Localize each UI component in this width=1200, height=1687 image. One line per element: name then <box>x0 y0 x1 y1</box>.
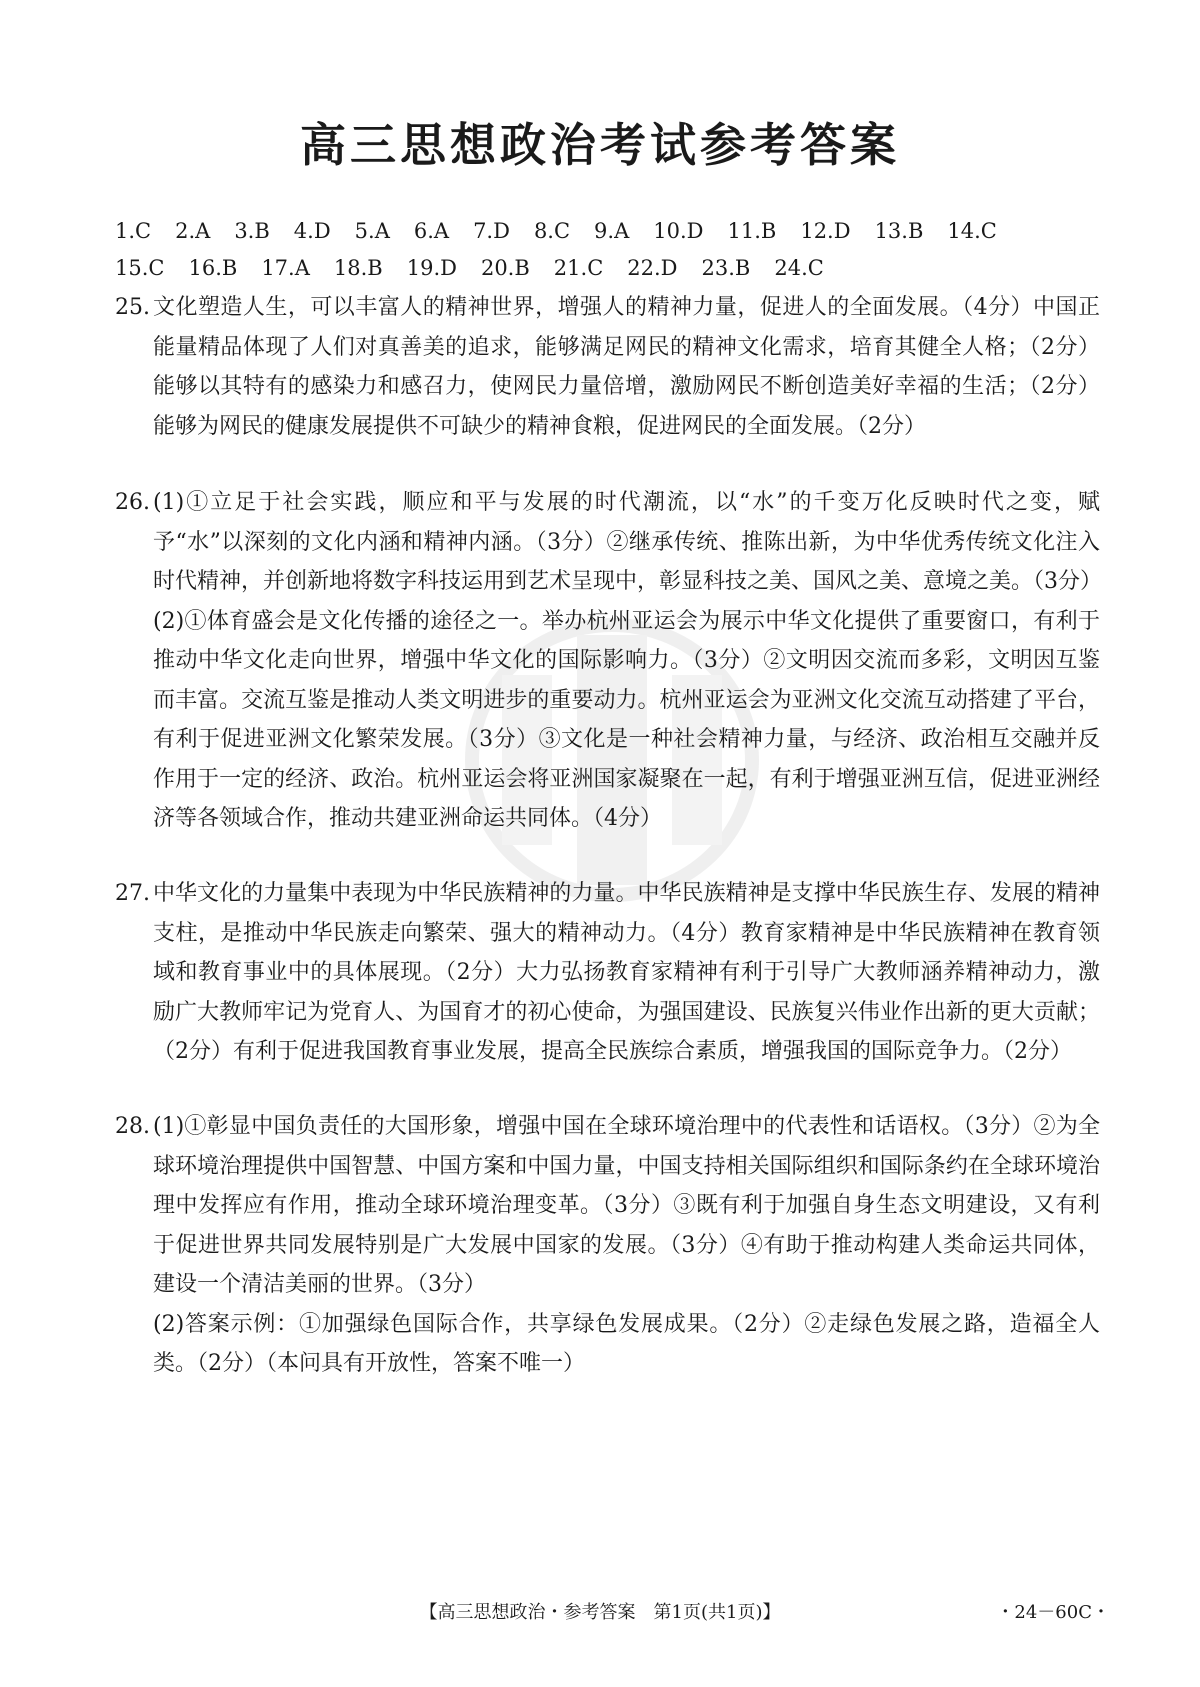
mc-answer: 16.B <box>188 256 238 280</box>
mc-answer: 9.A <box>594 219 630 243</box>
mc-answer: 24.C <box>774 256 824 280</box>
answer-part-1: (1)①立足于社会实践，顺应和平与发展的时代潮流，以“水”的千变万化反映时代之变，赋予“水”以深刻的文化内涵和精神内涵。（3分）②继承传统、推陈出新，为中华优秀传统文化注入时代精神，并创新地将数字科技运用到艺术呈现中，彰显科技之美、国风之美、意境之美。（3分） <box>153 490 1103 594</box>
mc-answer: 3.B <box>234 219 270 243</box>
question-26 <box>115 483 1103 839</box>
mc-answer: 7.D <box>473 219 510 243</box>
mc-answer: 1.C <box>115 219 152 243</box>
answer-text: 中华文化的力量集中表现为中华民族精神的力量。中华民族精神是支撑中华民族生存、发展的精神支柱，是推动中华民族走向繁荣、强大的精神动力。（4分）教育家精神是中华民族精神在教育领域和教育事业中的具体展现。（2分）大力弘扬教育家精神有利于引导广大教师涵养精神动力，激励广大教师牢记为党育人、为国育才的初心使命，为强国建设、民族复兴伟业作出新的更大贡献；（2分）有利于促进我国教育事业发展，提高全民族综合素质，增强我国的国际竞争力。（2分） <box>153 881 1100 1064</box>
mc-answer: 13.B <box>874 219 924 243</box>
answer-text: 文化塑造人生，可以丰富人的精神世界，增强人的精神力量，促进人的全面发展。（4分）中国正能量精品体现了人们对真善美的追求，能够满足网民的精神文化需求，培育其健全人格；（2分）能够以其特有的感染力和感召力，使网民力量倍增，激励网民不断创造美好幸福的生活；（2分）能够为网民的健康发展提供不可缺少的精神食粮，促进网民的全面发展。（2分） <box>153 295 1100 439</box>
footer-page-info: 【高三思想政治・参考答案 第1页(共1页)】 <box>419 1602 781 1623</box>
multiple-choice-answers-row-2 <box>115 258 848 279</box>
mc-answer: 19.D <box>406 256 457 280</box>
mc-answer: 14.C <box>947 219 997 243</box>
question-27 <box>115 874 1100 1072</box>
answer-part-1: (1)①彰显中国负责任的大国形象，增强中国在全球环境治理中的代表性和话语权。（3分）②为全球环境治理提供中国智慧、中国方案和中国力量，中国支持相关国际组织和国际条约在全球环境治理中发挥应有作用，推动全球环境治理变革。（3分）③既有利于加强自身生态文明建设，又有利于促进世界共同发展特别是广大发展中国家的发展。（3分）④有助于推动构建人类命运共同体，建设一个清洁美丽的世界。（3分） <box>153 1114 1100 1297</box>
mc-answer: 18.B <box>333 256 383 280</box>
mc-answer: 12.D <box>800 219 851 243</box>
question-number: 25. <box>115 295 150 320</box>
page-title: 高三思想政治考试参考答案 <box>300 118 900 172</box>
question-25 <box>115 288 1100 446</box>
mc-answer: 2.A <box>175 219 211 243</box>
question-number: 28. <box>115 1114 150 1139</box>
mc-answer: 21.C <box>553 256 604 280</box>
mc-answer: 4.D <box>293 219 331 243</box>
footer-code: ・24－60C・ <box>996 1602 1110 1623</box>
mc-answer: 23.B <box>701 256 751 280</box>
mc-answer: 5.A <box>354 219 390 243</box>
mc-answer: 22.D <box>627 256 678 280</box>
mc-answer: 8.C <box>533 219 571 243</box>
mc-answer: 17.A <box>261 256 310 280</box>
mc-answer: 6.A <box>413 219 450 243</box>
question-28 <box>115 1107 1100 1384</box>
multiple-choice-answers-row-1 <box>115 221 1021 242</box>
question-number: 26. <box>115 490 150 515</box>
mc-answer: 10.D <box>653 219 704 243</box>
mc-answer: 20.B <box>480 256 530 280</box>
answer-part-2: (2)答案示例：①加强绿色国际合作，共享绿色发展成果。（2分）②走绿色发展之路，造福全人类。（2分）（本问具有开放性，答案不唯一） <box>153 1311 1100 1376</box>
answer-part-2: (2)①体育盛会是文化传播的途径之一。举办杭州亚运会为展示中华文化提供了重要窗口，有利于推动中华文化走向世界，增强中华文化的国际影响力。（3分）②文明因交流而多彩，文明因互鉴而丰富。交流互鉴是推动人类文明进步的重要动力。杭州亚运会为亚洲文化交流互动搭建了平台，有利于促进亚洲文化繁荣发展。（3分）③文化是一种社会精神力量，与经济、政治相互交融并反作用于一定的经济、政治。杭州亚运会将亚洲国家凝聚在一起，有利于增强亚洲互信，促进亚洲经济等各领域合作，推动共建亚洲命运共同体。（4分） <box>153 608 1100 831</box>
mc-answer: 15.C <box>115 256 165 280</box>
mc-answer: 11.B <box>727 219 777 243</box>
question-number: 27. <box>115 881 150 906</box>
